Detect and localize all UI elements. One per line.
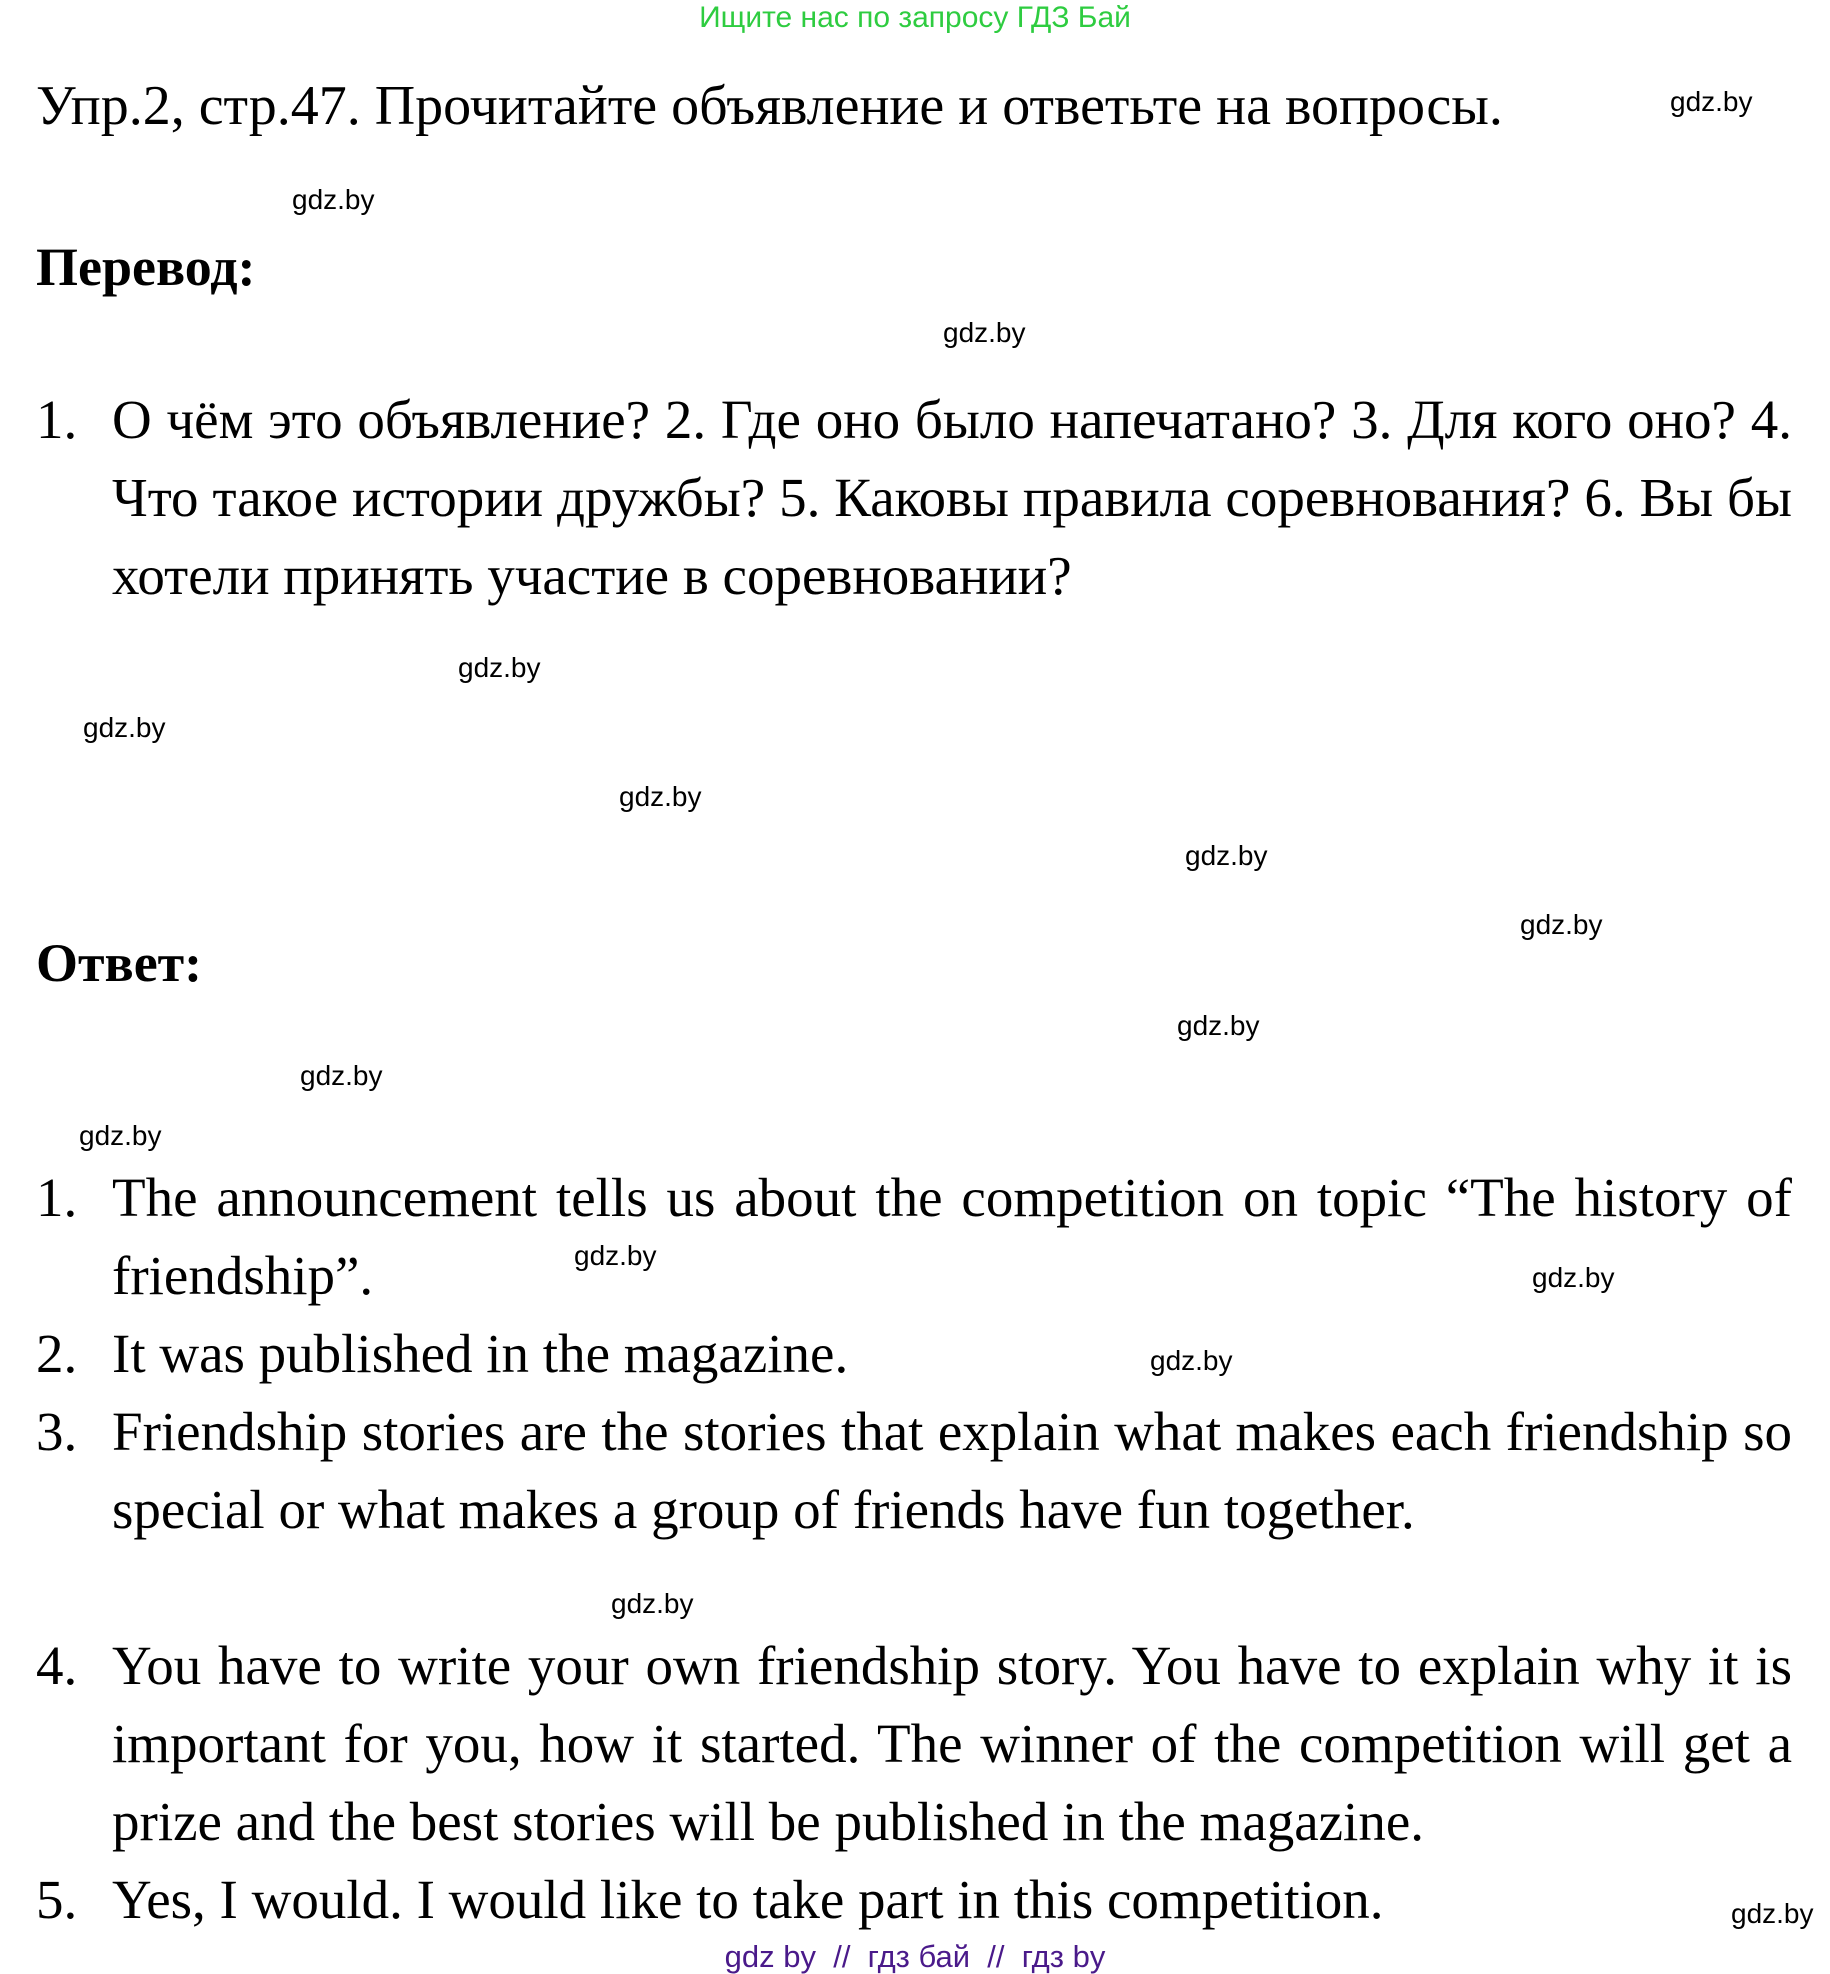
watermark: gdz.by bbox=[458, 652, 541, 683]
watermark: gdz.by bbox=[943, 317, 1026, 348]
item-number: 4. bbox=[36, 1635, 78, 1696]
item-text: О чём это объявление? 2. Где оно было напечатано? 3. Для кого оно? 4. Что такое истории дружбы? 5. Каковы правила соревнования? 6. Вы бы хотели принять участие в соревновании? bbox=[112, 389, 1792, 606]
search-hint-banner: Ищите нас по запросу ГДЗ Бай bbox=[699, 1, 1131, 34]
item-text: The announcement tells us about the competition on topic “The history of friendship”. bbox=[112, 1167, 1792, 1306]
answer-item-4 bbox=[36, 1627, 1792, 1861]
item-text: It was published in the magazine. bbox=[112, 1323, 849, 1384]
answer-item-1 bbox=[36, 1159, 1792, 1315]
item-text: Friendship stories are the stories that explain what makes each friendship so special or what makes a group of friends have fun together. bbox=[112, 1401, 1792, 1540]
item-number: 5. bbox=[36, 1869, 78, 1930]
translation-item bbox=[36, 381, 1792, 615]
exercise-title: Упр.2, стр.47. Прочитайте объявление и ответьте на вопросы. bbox=[36, 75, 1503, 137]
item-number: 1. bbox=[36, 389, 78, 450]
watermark: gdz.by bbox=[1185, 840, 1268, 871]
answer-heading: Ответ: bbox=[36, 933, 203, 993]
watermark: gdz.by bbox=[83, 712, 166, 743]
watermark: gdz.by bbox=[1177, 1010, 1260, 1041]
answer-item-2 bbox=[36, 1315, 1792, 1393]
answer-item-3 bbox=[36, 1393, 1792, 1549]
item-text: Yes, I would. I would like to take part in this competition. bbox=[112, 1869, 1384, 1930]
item-number: 2. bbox=[36, 1323, 78, 1384]
translation-heading: Перевод: bbox=[36, 237, 256, 297]
answer-item-5 bbox=[36, 1861, 1792, 1939]
watermark: gdz.by bbox=[1150, 1345, 1233, 1376]
footer-links: gdz by // гдз бай // гдз by bbox=[724, 1939, 1106, 1974]
watermark: gdz.by bbox=[574, 1240, 657, 1271]
item-number: 1. bbox=[36, 1167, 78, 1228]
watermark: gdz.by bbox=[79, 1120, 162, 1151]
watermark: gdz.by bbox=[300, 1060, 383, 1091]
watermark: gdz.by bbox=[1670, 86, 1753, 117]
item-text: You have to write your own friendship story. You have to explain why it is important for you, how it started. The winner of the competition will get a prize and the best stories will be published in the magazine. bbox=[112, 1635, 1792, 1852]
watermark: gdz.by bbox=[619, 781, 702, 812]
item-number: 3. bbox=[36, 1401, 78, 1462]
watermark: gdz.by bbox=[1731, 1898, 1814, 1929]
watermark: gdz.by bbox=[611, 1588, 694, 1619]
watermark: gdz.by bbox=[292, 184, 375, 215]
watermark: gdz.by bbox=[1520, 909, 1603, 940]
watermark: gdz.by bbox=[1532, 1262, 1615, 1293]
